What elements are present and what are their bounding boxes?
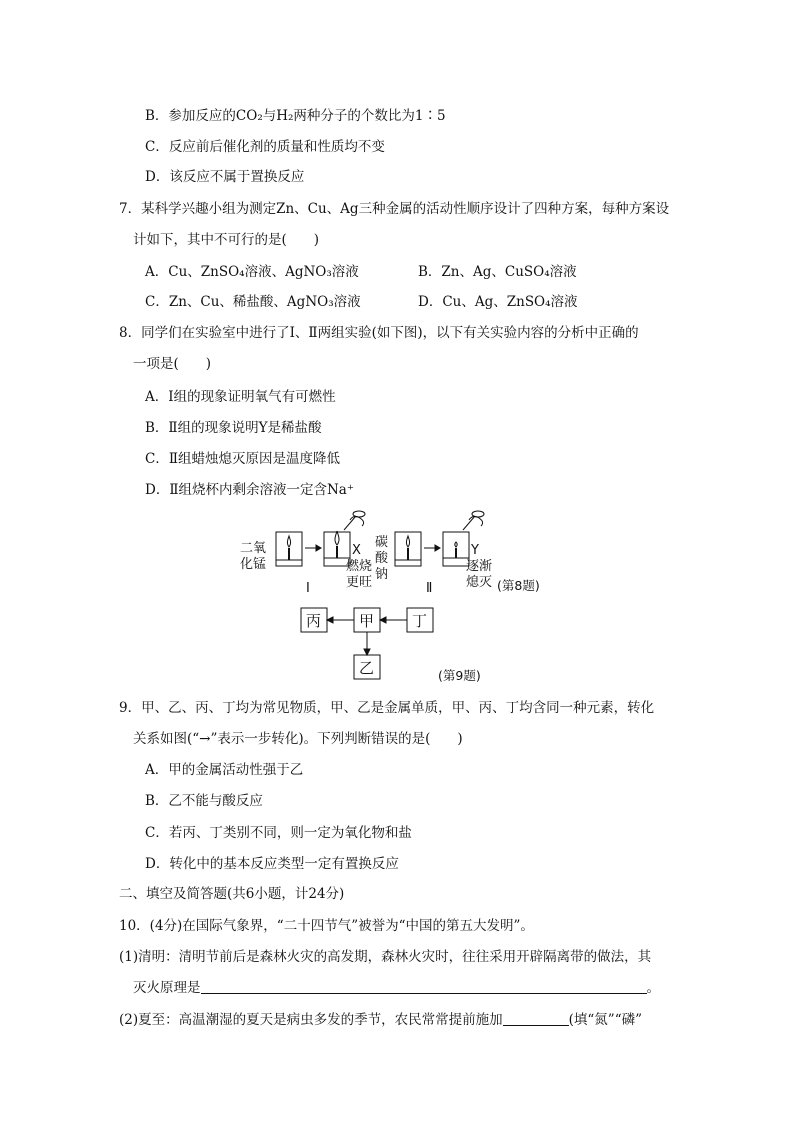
figure-8-caption: (第8题): [497, 578, 540, 593]
q7-option-d: D．Cu、Ag、ZnSO₄溶液: [418, 294, 578, 310]
q6-option-c: C．反应前后催化剂的质量和性质均不变: [145, 139, 385, 155]
q8-option-a: A．Ⅰ组的现象证明氧气有可燃性: [145, 389, 336, 405]
q9-option-b: B．乙不能与酸反应: [145, 793, 263, 809]
label-y-2: 熄灭: [466, 575, 493, 590]
flame-icon: [335, 531, 339, 545]
node-yi: 乙: [359, 659, 375, 677]
flame-icon: [287, 536, 290, 547]
q10-part2-line1: [119, 1008, 642, 1028]
group-2-label: Ⅱ: [426, 581, 433, 596]
q9-transformation-diagram: [296, 603, 526, 685]
label-x-2: 更旺: [346, 575, 373, 590]
q9-stem-line1: 9．甲、乙、丙、丁均为常见物质，甲、乙是金属单质，甲、丙、丁均含同一种元素，转化: [119, 700, 655, 716]
figure-9-caption: (第9题): [438, 668, 481, 683]
label-na-1: 碳: [375, 535, 389, 550]
q7-option-c: C．Zn、Cu、稀盐酸、AgNO₃溶液: [145, 294, 361, 310]
q8-option-d: D．Ⅱ组烧杯内剩余溶液一定含Na⁺: [145, 482, 354, 498]
q6-option-b: B．参加反应的CO₂与H₂两种分子的个数比为1∶5: [145, 108, 446, 124]
q8-option-c: C．Ⅱ组蜡烛熄灭原因是温度降低: [145, 451, 341, 467]
answer-blank-2[interactable]: [503, 1011, 569, 1026]
q8-stem-line1: 8．同学们在实验室中进行了Ⅰ、Ⅱ两组实验(如下图)，以下有关实验内容的分析中正确的: [119, 325, 639, 341]
q7-stem-line2: 计如下，其中不可行的是( ): [133, 232, 320, 248]
node-jia: 甲: [359, 612, 375, 630]
q10-part2-prefix: (2)夏至：高温潮湿的夏天是病虫多发的季节，农民常常提前施加: [119, 1012, 503, 1028]
q9-stem-line2: 关系如图(“→”表示一步转化)。下列判断错误的是( ): [133, 731, 463, 747]
q8-stem-line2: 一项是( ): [133, 356, 212, 372]
q8-option-b: B．Ⅱ组的现象说明Y是稀盐酸: [145, 420, 322, 436]
label-na-3: 钠: [375, 567, 389, 582]
q9-option-a: A．甲的金属活动性强于乙: [145, 762, 304, 778]
q9-option-c: C．若丙、丁类别不同，则一定为氧化物和盐: [145, 825, 412, 841]
q6-option-d: D．该反应不属于置换反应: [145, 169, 305, 185]
q10-part1-prefix: 灭火原理是: [133, 980, 201, 996]
flame-icon: [455, 542, 457, 547]
label-x-1: 燃烧: [346, 559, 373, 574]
q10-part2-suffix: (填“氮”“磷”: [568, 1012, 642, 1028]
label-y: Y: [471, 543, 479, 558]
answer-blank-1[interactable]: [201, 979, 647, 994]
node-ding: 丁: [412, 612, 428, 630]
q10-part1-end: 。: [646, 980, 660, 996]
q10-part1-line1: (1)清明：清明节前后是森林火灾的高发期，森林火灾时，往往采用开辟隔离带的做法，其: [119, 949, 652, 965]
q8-experiment-figure: [238, 510, 558, 600]
label-x: X: [352, 543, 361, 558]
q7-option-b: B．Zn、Ag、CuSO₄溶液: [418, 264, 577, 280]
q7-stem-line1: 7．某科学兴趣小组为测定Zn、Cu、Ag三种金属的活动性顺序设计了四种方案，每种方案设: [119, 201, 670, 217]
label-y-1: 逐渐: [466, 559, 493, 574]
q9-option-d: D．转化中的基本反应类型一定有置换反应: [145, 856, 399, 872]
q7-option-a: A．Cu、ZnSO₄溶液、AgNO₃溶液: [145, 264, 359, 280]
q10-part1-line2: [133, 976, 660, 996]
label-mno2-1: 二氧: [240, 541, 267, 556]
label-mno2-2: 化锰: [240, 557, 267, 572]
section-2-heading: 二、填空及简答题(共6小题，计24分): [119, 886, 345, 902]
group-1-label: Ⅰ: [306, 581, 310, 596]
flame-icon: [406, 536, 409, 547]
node-bing: 丙: [306, 612, 322, 630]
q10-stem: 10．(4分)在国际气象界，“二十四节气”被誉为“中国的第五大发明”。: [119, 918, 534, 934]
label-na-2: 酸: [375, 551, 389, 566]
